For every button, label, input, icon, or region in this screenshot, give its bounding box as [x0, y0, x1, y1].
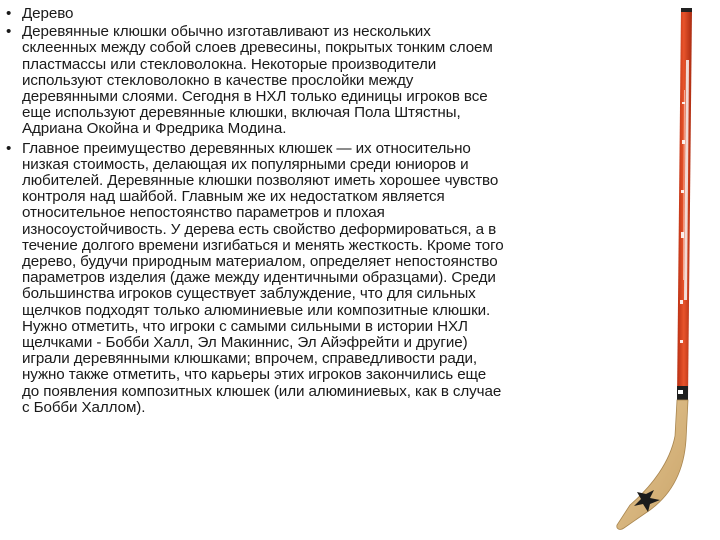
- text-block: [6, 6, 506, 417]
- bullet-heading: • Дерево: [6, 6, 506, 22]
- hockey-stick-image: [580, 0, 720, 540]
- bullet-paragraph-2: • Главное преимущество деревянных клюшек — их относительно низкая стоимость, делающая их популярными среди юниоров и любителей. Деревянные клюшки позволяют иметь хорошее чувство контроля над шайбой. Главным же их недостатком является относительное непостоянство параметров и плохая износоустойчивость. У дерева есть свойство деформироваться, а в течение долгого времени изгибаться и менять жесткость. Кроме того дерево, будучи природным материалом, определяет непостоянство параметров изделия (даже между идентичными образцами). Среди большинства игроков существует заблуждение, что для сильных щелчков подходят только алюминиевые или композитные клюшки. Нужно отметить, что игроки с самыми сильными в истории НХЛ щелчками - Бобби Халл, Эл Макиннис, Эл Айэфрейти и другие) играли деревянными клюшками; впрочем, справедливости ради, нужно также отметить, что карьеры этих игроков закончились еще до появления композитных клюшек (или алюминиевых, как в случае с Бобби Халлом).: [6, 141, 506, 416]
- stick-blade: [617, 400, 688, 529]
- stick-shaft: [677, 8, 692, 402]
- bullet-paragraph-1: • Деревянные клюшки обычно изготавливают из нескольких склеенных между собой слоев древесины, покрытых тонким слоем пластмассы или стекловолокна. Некоторые производители используют стекловолокно в качестве прослойки между деревянными слоями. Сегодня в НХЛ только единицы игроков все еще используют деревянные клюшки, включая Пола Штястны, Адриана Окойна и Фредрика Модина.: [6, 24, 506, 137]
